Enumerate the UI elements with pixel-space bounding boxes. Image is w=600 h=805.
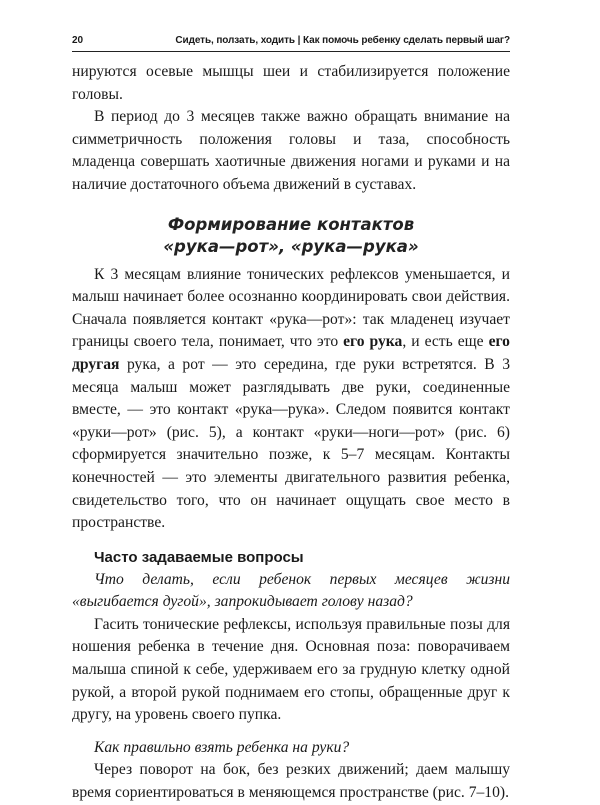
running-head: Сидеть, ползать, ходить | Как помочь ребенку сделать первый шаг? <box>175 35 510 46</box>
contacts-text-c: рука, а рот — это середина, где руки встретятся. В 3 месяца малыш может разглядывать две руки, соединенные вместе, — это контакт «рука—рука». Следом появится контакт «руки—рот» (рис. 5), а контакт «руки—ноги—рот» (рис. 6) сформируется значительно позже, к 5–7 месяцам. Контакты конечностей — это элементы двигательного развития ребенка, свидетельство того, что он начинает ощущать свое место в пространстве. <box>72 355 510 532</box>
paragraph-symmetry: В период до 3 месяцев также важно обращать внимание на симметричность положения головы и таза, способность младенца совершать хаотичные движения ногами и руками и на наличие достаточного объема движений в суставах. <box>72 108 510 193</box>
section-heading-line-2: «рука—рот», «рука—рука» <box>163 236 419 256</box>
page-number: 20 <box>72 35 84 46</box>
emphasis-his-hand: его рука <box>343 333 403 351</box>
faq-question-2: Как правильно взять ребенка на руки? <box>94 738 350 756</box>
paragraph-continuation: нируются осевые мышцы шеи и стабилизируется положение головы. <box>72 63 510 103</box>
faq-question-1: Что делать, если ребенок первых месяцев жизни «выгибается дугой», запрокидывает голову назад? <box>72 570 510 611</box>
faq-title: Часто задаваемые вопросы <box>94 548 304 566</box>
page-body <box>72 61 510 805</box>
contacts-text-a: К 3 месяцам влияние тонических рефлексов уменьшается, и малыш начинает более осознанно координировать свои действия. Сначала появляется контакт «рука—рот»: так младенец изучает границы своего тела, понимает, что это <box>72 265 510 351</box>
paragraph-contacts <box>72 264 510 535</box>
section-heading <box>72 214 510 258</box>
contacts-text-b: , и есть еще <box>402 333 489 351</box>
emphasis-his-other: его другая <box>72 333 510 373</box>
page-header <box>72 33 510 52</box>
faq-answer-1: Гасить тонические рефлексы, используя правильные позы для ношения ребенка в течение дня. Основная поза: поворачиваем малыша спиной к себе, удерживаем его за грудную клетку одной рукой, а второй рукой поднимаем его стопы, обращенные друг к другу, на уровень своего пупка. <box>72 615 510 724</box>
section-heading-line-1: Формирование контактов <box>167 214 415 234</box>
faq-answer-2: Через поворот на бок, без резких движений; даем малышу время сориентироваться в меняющемся пространстве (рис. 7–10). <box>72 761 510 802</box>
